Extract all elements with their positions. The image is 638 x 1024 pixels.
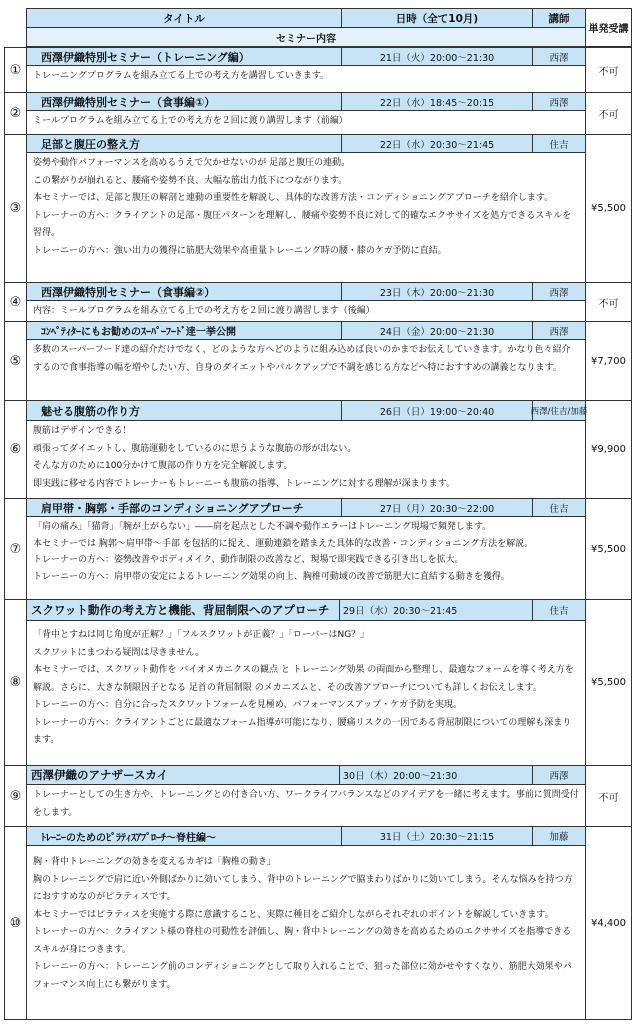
seminar-description <box>26 784 586 827</box>
seminar-instructor: 西澤 <box>532 282 586 301</box>
seminar-date: 29日（水）20:30～21:45 <box>339 599 533 621</box>
seminar-title: 足部と腹圧の整え方 <box>26 134 342 153</box>
seminar-title: 西澤伊織特別セミナー（トレーニング編） <box>26 47 342 66</box>
seminar-price: ¥5,500 <box>585 134 632 283</box>
seminar-price: ¥5,500 <box>585 498 632 600</box>
seminar-description <box>26 420 586 499</box>
description-line: 多数のスーパーフード達の紹介だけでなく、どのような方へどのように組み込めば良いのかまでお伝えしていきます。かなり色々紹介するので食事指導の幅を増やしたい方、自身のダイエットやバルクアップで不調を感じる方などへ特におすすめの講義となります。 <box>33 345 571 373</box>
seminar-instructor: 住吉 <box>532 498 586 517</box>
seminar-description <box>26 516 586 600</box>
seminar-number: ⑥ <box>4 400 27 499</box>
seminar-description <box>26 620 586 766</box>
seminar-number: ⑨ <box>4 765 27 827</box>
seminar-price: ¥5,500 <box>585 599 632 766</box>
seminar-title: 西澤伊織特別セミナー（食事編①） <box>26 92 342 111</box>
seminar-instructor: 加藤 <box>532 826 586 846</box>
description-line: トレーニーの方へ：肩甲帯の安定によるトレーニング効果の向上、胸椎可動域の改善で筋肥大に直結する動きを獲得。 <box>33 571 510 582</box>
seminar-instructor: 住吉 <box>532 599 586 621</box>
description-line: トレーナーの方へ：クライアント様の脊柱の可動性を評価し、胸・背中トレーニングの効きを高めるためのエクササイズを指導できるスキルが身につきます。 <box>33 927 572 955</box>
seminar-number: ⑦ <box>4 498 27 600</box>
seminar-date: 31日（土）20:30～21:15 <box>341 826 533 846</box>
seminar-title: ｺﾝﾍﾟﾃｨﾀｰにもお勧めのｽｰﾊﾟｰﾌｰﾄﾞ逹一挙公開 <box>26 321 342 340</box>
description-line: 内容：ミールプログラムを組み立てる上での考え方を２回に渡り講習します（後編） <box>33 306 375 316</box>
description-line: 頑張ってダイエットし、腹筋運動をしているのに思うような腹筋の形が出ない。 <box>33 443 357 454</box>
seminar-instructor: 西澤 <box>532 321 586 340</box>
seminar-title: スクワット動作の考え方と機能、背屈制限へのアプローチ <box>26 599 340 621</box>
seminar-instructor: 西澤/住吉/加藤 <box>532 400 586 421</box>
header-title-col: タイトル <box>26 8 342 28</box>
seminar-description <box>26 339 586 401</box>
description-line: トレーナーとしての生き方や、トレーニングとの付き合い方、ワークライフバランスなどのアイデアを一緒に考えます。事前に質問受付をします。 <box>33 790 579 818</box>
description-line: 姿勢や動作パフォーマンスを高めるうえで欠かせないのが 足部と腹圧の連動。 <box>33 158 351 168</box>
description-line: 「肩の痛み」「猫背」「腕が上がらない」――肩を起点とした不調や動作エラーはトレーニング現場で頻発します。 <box>33 522 492 532</box>
seminar-number: ⑩ <box>4 826 27 1020</box>
description-line: 即実践に移せる内容でトレーナーもトレーニーも腹筋の指導、トレーニングに対する理解が深まります。 <box>33 478 455 489</box>
seminar-date: 22日（水）18:45～20:15 <box>341 92 533 111</box>
seminar-price: ¥4,400 <box>585 826 632 1020</box>
description-line: 本セミナーでは、足部と腹圧の解剖と連動の重要性を解説し、具体的な改善方法・コンディショニングアプローチを紹介します。 <box>33 193 554 203</box>
seminar-price: 不可 <box>585 47 632 93</box>
seminar-instructor: 西澤 <box>532 92 586 111</box>
seminar-description <box>26 65 586 93</box>
seminar-date: 22日（水）20:30～21:45 <box>341 134 533 153</box>
description-line: 本セミナーではピラティスを実施する際に意識すること、実際に種目をご紹介しながらそれぞれのポイントを解説していきます。 <box>33 909 554 920</box>
seminar-description <box>26 110 586 135</box>
description-line: トレーニーの方へ：自分に合ったスクワットフォームを見極め、パフォーマンスアップ・ケガ予防を実現。 <box>33 700 462 710</box>
description-line: 胸のトレーニングで肩に近い外側ばかりに効いてしまう、背中のトレーニングで脇まわりばかりに効いてしまう。そんな悩みを持つ方におすすめなのがピラティスです。 <box>33 874 573 902</box>
seminar-date: 26日（日）19:00～20:40 <box>341 400 533 421</box>
seminar-date: 23日（木）20:00～21:30 <box>341 282 533 301</box>
seminar-number: ② <box>4 92 27 135</box>
seminar-instructor: 西澤 <box>532 47 586 66</box>
seminar-instructor: 西澤 <box>532 765 586 785</box>
seminar-number: ⑧ <box>4 599 27 766</box>
seminar-number: ④ <box>4 282 27 322</box>
description-line: トレーニーの方へ：強い出力の獲得に筋肥大効果や高重量トレーニング時の腰・膝のケガ予防に直結。 <box>33 245 447 256</box>
seminar-instructor: 住吉 <box>532 134 586 153</box>
seminar-price: ¥9,900 <box>585 400 632 499</box>
description-line: トレーニングプログラムを組み立てる上での考え方を講習していきます。 <box>33 71 330 81</box>
description-line: トレーニーの方へ：トレーニング前のコンディショニングとして取り入れることで、狙った部位に効かせやすくなり、筋肥大効果やパフォーマンス向上にも繋がります。 <box>33 962 572 990</box>
seminar-date: 21日（火）20:00～21:30 <box>341 47 533 66</box>
seminar-date: 30日（木）20:00～21:30 <box>339 765 533 785</box>
seminar-date: 24日（金）20:00～21:30 <box>341 321 533 340</box>
description-line: 本セミナーでは 胸郭〜肩甲帯〜手部 を包括的に捉え、運動連鎖を踏まえた具体的な改善・コンディショニング方法を解説。 <box>33 538 534 549</box>
description-line: ミールプログラムを組み立てる上での考え方を２回に渡り講習します（前編） <box>33 116 348 126</box>
description-line: トレーナーの方へ：クライアントごとに最適なフォーム指導が可能になり、腰痛リスクの一因である背屈制限についての理解も深まります。 <box>33 717 572 745</box>
seminar-price: 不可 <box>585 92 632 135</box>
seminar-description <box>26 300 586 322</box>
seminar-number: ⑤ <box>4 321 27 401</box>
seminar-description <box>26 152 586 283</box>
description-line: 「背中とすねは同じ角度が正解？」「フルスクワットが正義？」「ローバーはNG？」 <box>33 630 370 640</box>
description-line: トレーナーの方へ：クライアントの足部・腹圧パターンを理解し、腰痛や姿勢不良に対して的確なエクササイズを処方できるスキルを習得。 <box>33 210 572 238</box>
description-line: この繋がりが崩れると、腰痛や姿勢不良、大幅な筋出力低下につながります。 <box>33 175 348 186</box>
header-single-col: 単発受講 <box>585 8 632 47</box>
seminar-title: 肩甲帯・胸郭・手部のコンディショニングアプローチ <box>26 498 342 517</box>
seminar-price: ¥7,700 <box>585 321 632 401</box>
header-instructor-col: 講師 <box>532 8 586 28</box>
seminar-title: 西澤伊織特別セミナー（食事編②） <box>26 282 342 301</box>
header-content-col: セミナー内容 <box>26 27 586 47</box>
seminar-number: ① <box>4 47 27 93</box>
seminar-price: 不可 <box>585 282 632 322</box>
description-line: 胸・背中トレーニングの効きを変えるカギは「胸椎の動き」 <box>33 857 276 867</box>
seminar-number: ③ <box>4 134 27 283</box>
header-date-col: 日時（全て10月) <box>341 8 533 28</box>
seminar-price: 不可 <box>585 765 632 827</box>
seminar-title: ﾄﾚｰﾆｰのためのﾋﾟﾗﾃｨｽｱﾌﾟﾛｰﾁ～脊柱編～ <box>26 826 342 846</box>
description-line: そんな方のために100分かけて腹部の作り方を完全解説します。 <box>33 461 293 471</box>
description-line: 腹筋はデザインできる！ <box>33 426 132 436</box>
seminar-date: 27日（月）20:30～22:00 <box>341 498 533 517</box>
seminar-title: 西澤伊織のアナザースカイ <box>26 765 340 785</box>
seminar-description <box>26 845 586 1020</box>
description-line: トレーナーの方へ：姿勢改善やボディメイク、動作制限の改善など、現場で即実践できる引き出しを拡大。 <box>33 555 464 565</box>
description-line: 本セミナーでは、スクワット動作を バイオメカニクスの観点 と トレーニング効果 の両面から整理し、最適なフォームを導く考え方を解説。さらに、大きな制限因子となる 足首の背屈制限 のメカニズムと、その改善アプローチについても詳しくお伝えします。 <box>33 665 574 693</box>
seminar-title: 魅せる腹筋の作り方 <box>26 400 342 421</box>
description-line: スクワットにまつわる疑問は尽きません。 <box>33 647 205 658</box>
